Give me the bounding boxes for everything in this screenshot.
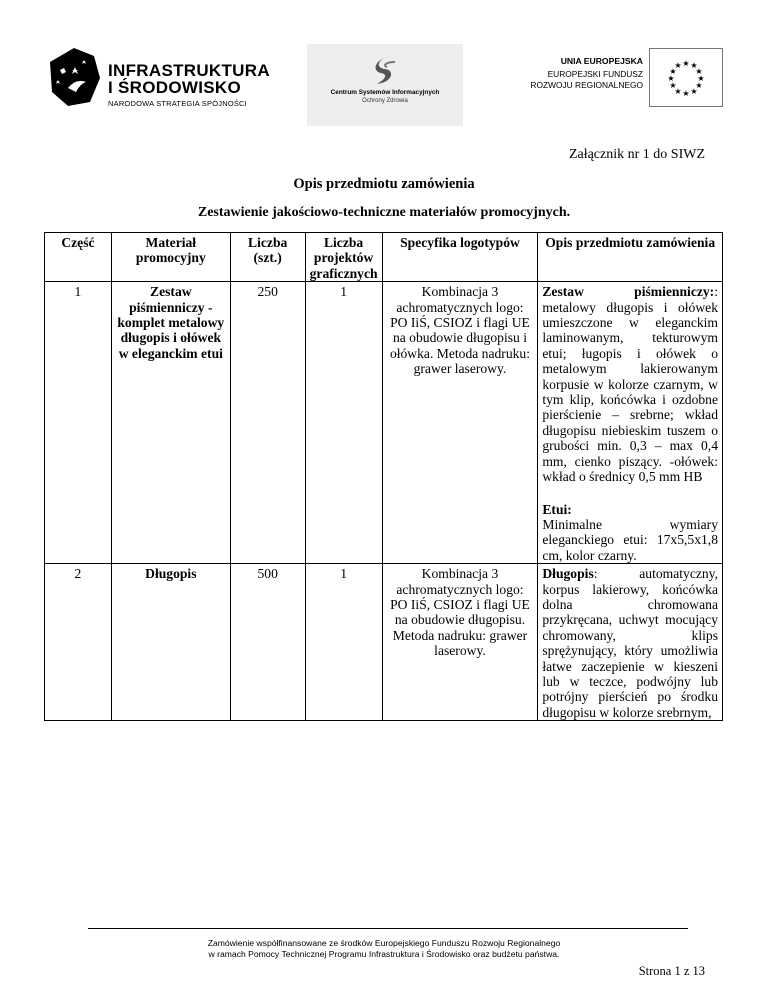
eu-flag-icon — [649, 48, 723, 107]
desc2-head: Etui: — [542, 501, 572, 517]
header-projects: Liczba projektów graficznych — [305, 233, 382, 282]
row-qty: 250 — [230, 282, 305, 564]
svg-text:★: ★ — [695, 67, 703, 76]
row-part: 1 — [45, 282, 112, 564]
logo-line-1: INFRASTRUKTURA — [108, 61, 270, 80]
row-projects: 1 — [305, 564, 382, 721]
annex-label: Załącznik nr 1 do SIWZ — [568, 147, 705, 162]
desc-head: Zestaw piśmienniczy: — [542, 284, 715, 300]
svg-text:★: ★ — [682, 89, 690, 98]
svg-text:★: ★ — [667, 74, 675, 83]
svg-text:★: ★ — [690, 87, 698, 96]
logo-line-2: I ŚRODOWISKO — [108, 78, 241, 97]
eu-fund-line: EUROPEJSKI FUNDUSZ — [547, 69, 643, 79]
footer-divider — [88, 928, 688, 929]
desc-text: : metalowy długopis i ołówek umieszczone w eleganckim laminowanym, tekturowym etui; ługopis i ołówek o metalowym lakierowanym korpusie w kolorze czarnym, w tym klip, końcówka i ozdobne pierścienie – srebrne; wkład długopisu niebieskim tuszem o grubości min. 0,3 – max 0,4 mm, cienko piszący. -ołówek: wkład o średnicy 0,5 mm HB — [542, 284, 718, 485]
header-part: Część — [45, 233, 112, 282]
csioz-logo — [307, 44, 463, 126]
footer-line-1: Zamówienie współfinansowane ze środków Europejskiego Funduszu Rozwoju Regionalnego — [207, 938, 561, 948]
table-row — [45, 282, 723, 564]
row-qty: 500 — [230, 564, 305, 721]
row-logos: Kombinacja 3 achromatycznych logo: PO IiŚ, CSIOZ i flagi UE na obudowie długopisu i ołówka. Metoda nadruku: grawer laserowy. — [382, 282, 538, 564]
row-logos: Kombinacja 3 achromatycznych logo: PO IiŚ, CSIOZ i flagi UE na obudowie długopisu. Metoda nadruku: grawer laserowy. — [382, 564, 538, 721]
csioz-swirl-icon — [369, 54, 401, 88]
desc2-text: Minimalne wymiary eleganckiego etui: 17x5,5x1,8 cm, kolor czarny. — [542, 516, 718, 563]
row-part: 2 — [45, 564, 112, 721]
page-subtitle: Zestawienie jakościowo-techniczne materiałów promocyjnych. — [197, 205, 571, 220]
csioz-subtitle: Ochrony Zdrowia — [362, 98, 408, 104]
header-description: Opis przedmiotu zamówienia — [538, 233, 723, 282]
row-material: Zestaw piśmienniczy - komplet metalowy długopis i ołówek w eleganckim etui — [111, 282, 230, 564]
eu-logo — [518, 48, 723, 110]
page-title: Opis przedmiotu zamówienia — [293, 176, 475, 192]
eu-fund-line-2: ROZWOJU REGIONALNEGO — [530, 80, 643, 90]
svg-text:★: ★ — [682, 59, 690, 68]
table-row — [45, 564, 723, 721]
infrastruktura-logo — [44, 44, 270, 110]
svg-text:★: ★ — [695, 81, 703, 90]
row-description — [538, 282, 723, 564]
svg-text:★: ★ — [674, 61, 682, 70]
svg-text:★: ★ — [674, 87, 682, 96]
eu-title: UNIA EUROPEJSKA — [560, 56, 643, 66]
header-material: Materiał promocyjny — [111, 233, 230, 282]
eu-program-emblem-icon — [44, 44, 104, 110]
row-description — [538, 564, 723, 721]
row-projects: 1 — [305, 282, 382, 564]
svg-text:★: ★ — [669, 67, 677, 76]
csioz-name: Centrum Systemów Informacyjnych — [330, 89, 440, 96]
svg-text:★: ★ — [669, 81, 677, 90]
table-header-row — [45, 233, 723, 282]
desc-text: : automatyczny, korpus lakierowy, końcówka dolna chromowana przykręcana, uchwyt mocujący chromowany, klips sprężynujący, który umożliwia łatwe zaczepienie w kieszeni lub w teczce, podwójny lub potrójny pierścień po środku długopisu w kolorze srebrnym, — [542, 566, 718, 720]
svg-text:★: ★ — [697, 74, 705, 83]
desc-head: Długopis — [542, 566, 594, 582]
specification-table — [44, 232, 723, 721]
page-number: Strona 1 z 13 — [638, 964, 705, 978]
svg-text:★: ★ — [690, 61, 698, 70]
footer-line-2: w ramach Pomocy Technicznej Programu Infrastruktura i Środowisko oraz budżetu państwa. — [208, 949, 560, 959]
header-logos: Specyfika logotypów — [382, 233, 538, 282]
row-material: Długopis — [111, 564, 230, 721]
footer — [0, 938, 768, 960]
header-qty: Liczba (szt.) — [230, 233, 305, 282]
logo-subtitle: NARODOWA STRATEGIA SPÓJNOŚCI — [108, 99, 247, 108]
